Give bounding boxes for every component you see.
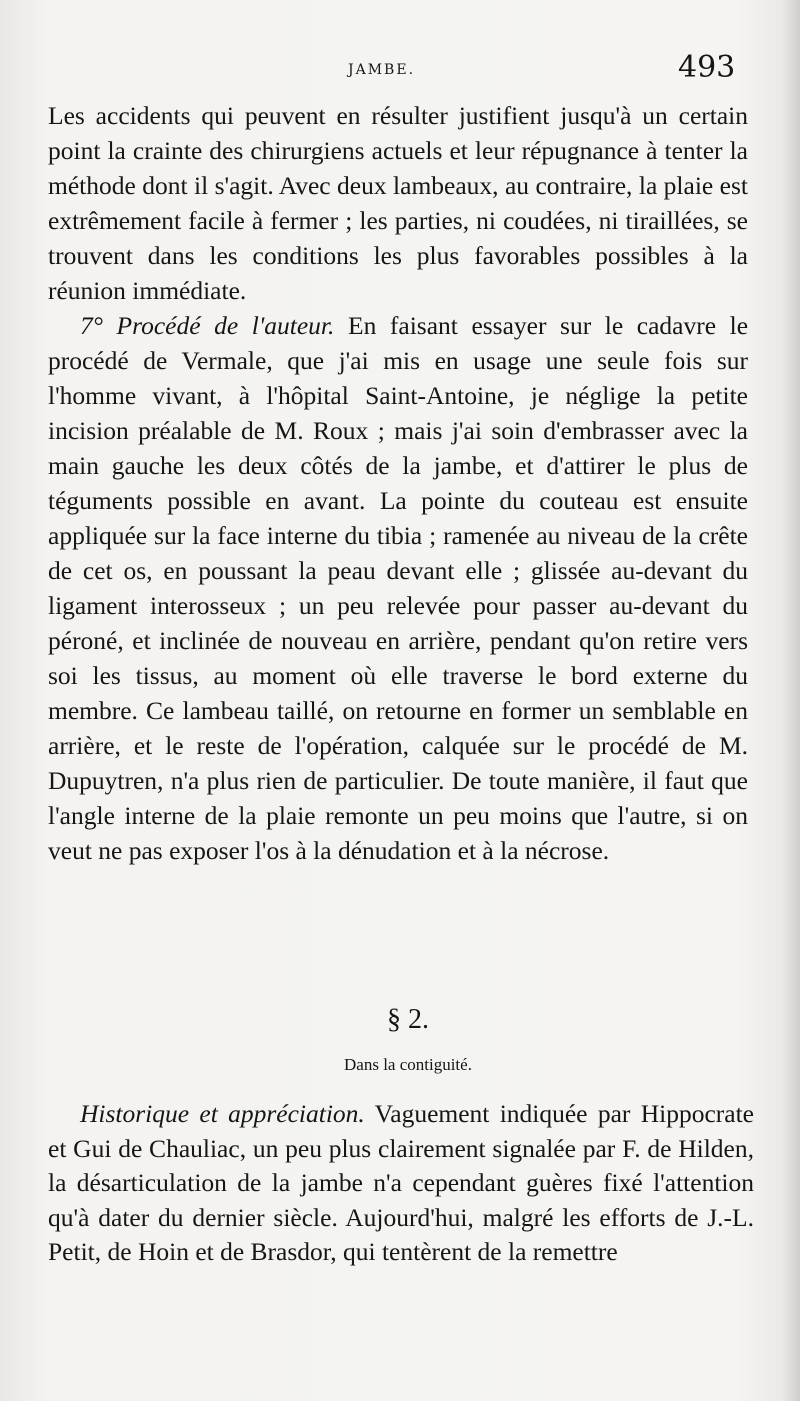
page-edge-shadow xyxy=(782,0,800,1401)
paragraph-2-lead: 7° Procédé de l'auteur. xyxy=(80,311,335,340)
running-title: JAMBE. xyxy=(348,62,416,78)
paragraph-3-text: Vaguement indiquée par Hippocrate et Gui de Chauliac, un peu plus clairement signalée par F. de Hilden, la désarticulation de la jambe n'a cependant guères fixé l'attention qu'à dater du dernier siècle. Aujourd'hui, malgré les efforts de J.-L. Petit, de Hoin et de Brasdor, qui tentèrent de la remettre xyxy=(48,1099,754,1266)
paragraph-2-text: En faisant essayer sur le cadavre le procédé de Vermale, que j'ai mis en usage une seule fois sur l'homme vivant, à l'hôpital Saint-Antoine, je néglige la petite incision préalable de M. Roux ; mais j'ai soin d'embrasser avec la main gauche les deux côtés de la jambe, et d'attirer le plus de téguments possible en avant. La pointe du couteau est ensuite appliquée sur la face interne du tibia ; ramenée au niveau de la crête de cet os, en poussant la peau devant elle ; glissée au-devant du ligament interosseux ; un peu relevée pour passer au-devant du péroné, et inclinée de nouveau en arrière, pendant qu'on retire vers soi les tissus, au moment où elle traverse le bord externe du membre. Ce lambeau taillé, on retourne en former un semblable en arrière, et le reste de l'opération, calquée sur le procédé de M. Dupuytren, n'a plus rien de particulier. De toute manière, il faut que l'angle interne de la plaie remonte un peu moins que l'autre, si on veut ne pas exposer l'os à la dénudation et à la nécrose. xyxy=(48,311,749,865)
paragraph-1: Les accidents qui peuvent en résulter justifient jusqu'à un certain point la crainte des chirurgiens actuels et leur répugnance à tenter la méthode dont il s'agit. Avec deux lambeaux, au contraire, la plaie est extrêmement facile à fermer ; les parties, ni coudées, ni tiraillées, se trouvent dans les conditions les plus favorables possibles à la réunion immédiate. xyxy=(48,101,748,305)
section-number: § 2. xyxy=(387,1004,429,1035)
page-number: 493 xyxy=(678,50,736,85)
paragraph-3-lead: Historique et appréciation. xyxy=(80,1099,365,1128)
paragraph-2 xyxy=(48,308,748,868)
section-subtitle: Dans la contiguité. xyxy=(344,1055,472,1074)
running-head xyxy=(0,50,800,96)
paragraph-3 xyxy=(48,1097,754,1270)
main-text xyxy=(48,98,748,868)
main-text-2 xyxy=(48,1097,754,1270)
